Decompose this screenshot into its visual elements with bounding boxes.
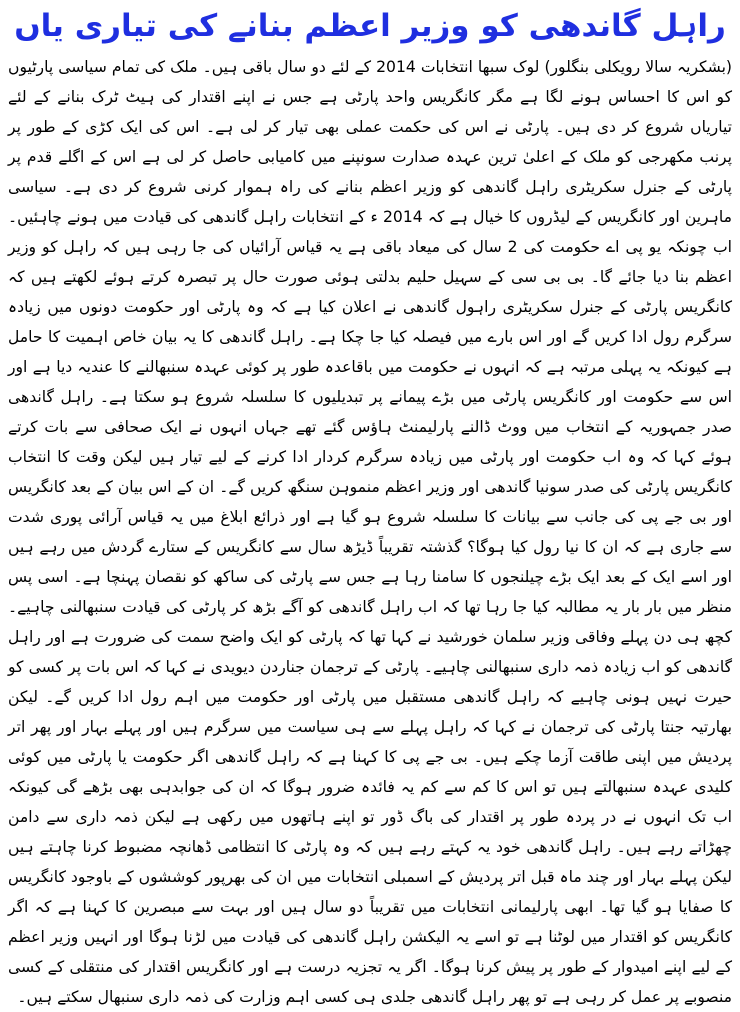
article-title: راہل گاندھی کو وزیر اعظم بنانے کی تیاری یاں <box>14 8 726 44</box>
article-body: (بشکریہ سالا رویکلی بنگلور) لوک سبھا انتخابات 2014 کے لئے دو سال باقی ہیں۔ ملک کی تمام سیاسی پارٹیوں کو اس کا احساس ہونے لگا ہے مگر کانگریس واحد پارٹی ہے جس نے اپنے اقتدار کی ہیٹ ٹرک بنانے کے لئے تیاریاں شروع کر دی ہیں۔ پارٹی نے اس کی حکمت عملی بھی تیار کر لی ہے۔ اس کی ایک کڑی کے طور پر پرنب مکھرجی کو ملک کے اعلیٰ ترین عہدہ صدارت سونپنے میں کامیابی حاصل کر لی ہے اس کے اگلے قدم پر پارٹی کے جنرل سکریٹری راہل گاندھی کو وزیر اعظم بنانے کی راہ ہموار کرنی شروع کر دی ہے۔ سیاسی ماہرین اور کانگریس کے لیڈروں کا خیال ہے کہ 2014 ء کے انتخابات راہل گاندھی کی قیادت میں ہونے چاہئیں۔ اب چونکہ یو پی اے حکومت کی 2 سال کی میعاد باقی ہے یہ قیاس آرائیاں کی جا رہی ہیں کہ راہل کو وزیر اعظم بنا دیا جائے گا۔ بی بی سی کے سہیل حلیم بدلتی ہوئی صورت حال پر تبصرہ کرتے ہوئے لکھتے ہیں کہ کانگریس پارٹی کے جنرل سکریٹری راہول گاندھی نے اعلان کیا ہے کہ وہ پارٹی اور حکومت دونوں میں زیادہ سرگرم رول ادا کریں گے اور اس بارے میں فیصلہ کیا جا چکا ہے۔ راہل گاندھی کا یہ بیان خاص اہمیت کا حامل ہے کیونکہ یہ پہلی مرتبہ ہے کہ انہوں نے حکومت میں باقاعدہ طور پر کوئی عہدہ سنبھالنے کا عندیہ دیا ہے اور اس سے حکومت اور کانگریس پارٹی میں بڑے پیمانے پر تبدیلیوں کا سلسلہ شروع ہو سکتا ہے۔ راہل گاندھی صدر جمہوریہ کے انتخاب میں ووٹ ڈالنے پارلیمنٹ ہاؤس گئے تھے جہاں انہوں نے ایک صحافی سے بات کرتے ہوئے کہا کہ وہ اب حکومت اور پارٹی میں زیادہ سرگرم کردار ادا کرنے کے لیے تیار ہیں لیکن وقت کا انتخاب کانگریس پارٹی کی صدر سونیا گاندھی اور وزیر اعظم منموہن سنگھ کریں گے۔ ان کے اس بیان کے بعد کانگریس اور بی جے پی کی جانب سے بیانات کا سلسلہ شروع ہو گیا ہے اور ذرائع ابلاغ میں یہ قیاس آرائی پوری شدت سے جاری ہے کہ ان کا نیا رول کیا ہوگا؟ گذشتہ تقریباً ڈیڑھ سال سے کانگریس کے ستارے گردش میں رہے ہیں اور اسے ایک کے بعد ایک بڑے چیلنجوں کا سامنا رہا ہے جس سے پارٹی کی ساکھ کو نقصان پہنچا ہے۔ اسی پس منظر میں بار بار یہ مطالبہ کیا جا رہا تھا کہ اب راہل گاندھی کو آگے بڑھ کر پارٹی کی قیادت سنبھالنی چاہیے۔ کچھ ہی دن پہلے وفاقی وزیر سلمان خورشید نے کہا تھا کہ پارٹی کو ایک واضح سمت کی ضرورت ہے اور راہل گاندھی کو اب زیادہ ذمہ داری سنبھالنی چاہیے۔ پارٹی کے ترجمان جناردن دیویدی نے کہا کہ اس بات پر کسی کو حیرت نہیں ہونی چاہیے کہ راہل گاندھی مستقبل میں پارٹی اور حکومت میں اہم رول ادا کریں گے۔ لیکن بھارتیہ جنتا پارٹی کی ترجمان نے کہا کہ راہل پہلے سے ہی سیاست میں سرگرم ہیں اور پہلے بہار اور پھر اتر پردیش میں اپنی طاقت آزما چکے ہیں۔ بی جے پی کا کہنا ہے کہ راہل گاندھی اگر حکومت یا پارٹی میں کوئی کلیدی عہدہ سنبھالتے ہیں تو اس کا کم سے کم یہ فائدہ ضرور ہوگا کہ ان کی جوابدہی بھی بڑھے گی کیونکہ اب تک انہوں نے در پردہ طور پر اقتدار کی باگ ڈور تو اپنے ہاتھوں میں رکھی ہے لیکن ذمہ داری سے دامن چھڑاتے رہے ہیں۔ راہل گاندھی خود یہ کہتے رہے ہیں کہ وہ پارٹی کا انتظامی ڈھانچہ مضبوط کرنا چاہتے ہیں لیکن پہلے بہار اور چند ماہ قبل اتر پردیش کے اسمبلی انتخابات میں ان کی بھرپور کوششوں کے باوجود کانگریس کا صفایا ہو گیا تھا۔ ابھی پارلیمانی انتخابات میں تقریباً دو سال ہیں اور بہت سے مبصرین کا کہنا ہے کہ اگر کانگریس کو اقتدار میں لوٹنا ہے تو اسے یہ الیکشن راہل گاندھی کی قیادت میں لڑنا ہوگا اور انہیں وزیر اعظم کے لیے اپنے امیدوار کے طور پر پیش کرنا ہوگا۔ اگر یہ تجزیہ درست ہے اور کانگریس اقتدار کی منتقلی کے کسی منصوبے پر عمل کر رہی ہے تو پھر راہل گاندھی جلدی ہی کسی اہم وزارت کی ذمہ داری سنبھال سکتے ہیں۔ <box>8 58 733 1006</box>
